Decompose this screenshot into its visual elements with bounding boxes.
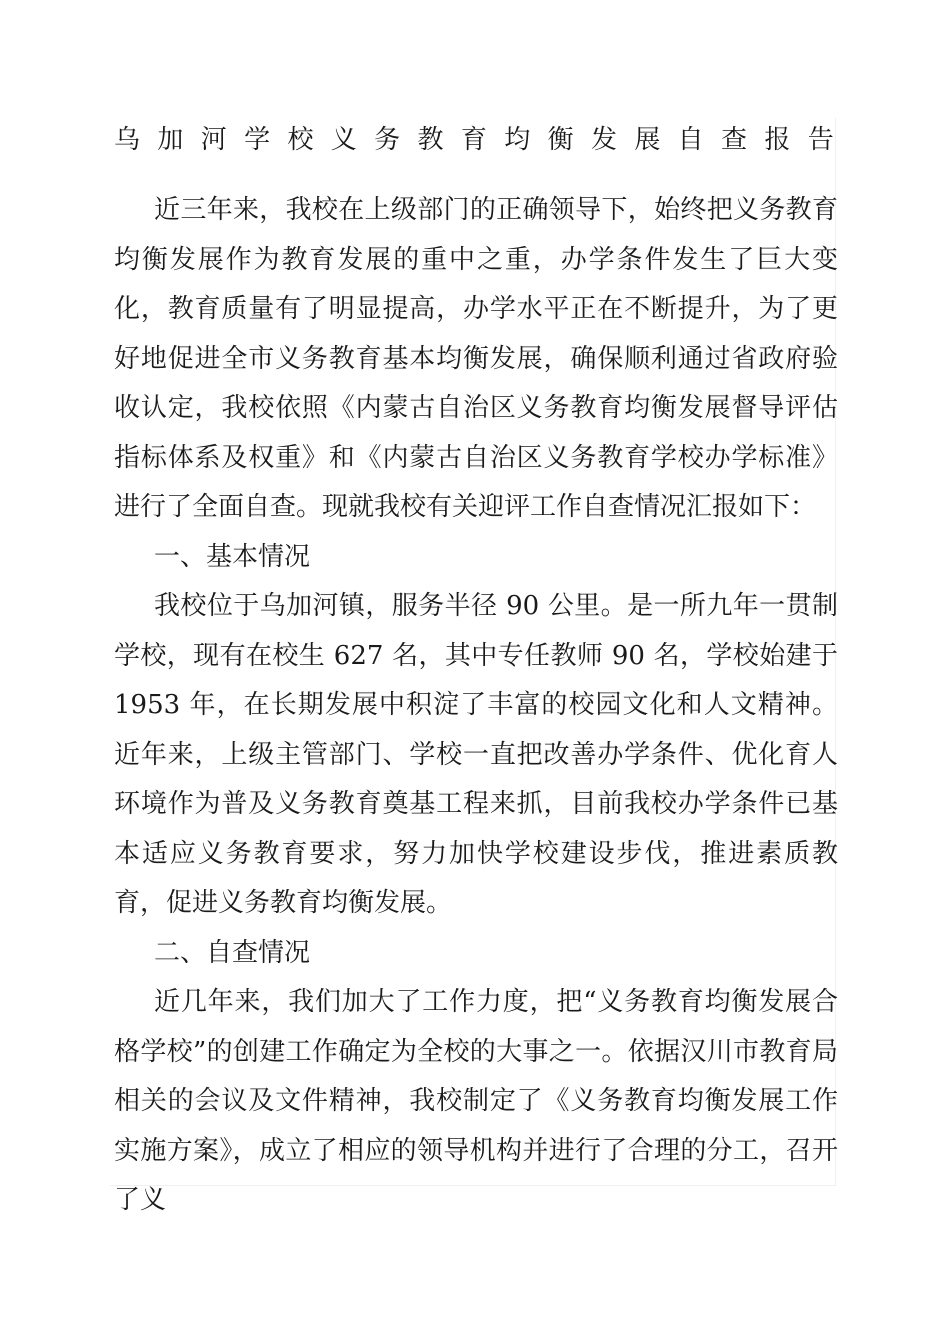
title-char: 乌	[114, 125, 141, 155]
title-char: 均	[504, 125, 531, 155]
title-char: 展	[634, 125, 661, 155]
title-char: 告	[807, 125, 834, 155]
title-char: 报	[764, 125, 791, 155]
title-char: 发	[590, 125, 617, 155]
intro-paragraph: 近三年来，我校在上级部门的正确领导下，始终把义务教育均衡发展作为教育发展的重中之重，办学条件发生了巨大变化，教育质量有了明显提高，办学水平正在不断提升，为了更好地促进全市义务教育基本均衡发展，确保顺利通过省政府验收认定，我校依照《内蒙古自治区义务教育均衡发展督导评估指标体系及权重》和《内蒙古自治区义务教育学校办学标准》进行了全面自查。现就我校有关迎评工作自查情况汇报如下：	[114, 195, 838, 522]
section-heading-self-check: 二、自查情况	[154, 937, 311, 968]
title-char: 教	[417, 125, 444, 155]
title-char: 加	[157, 125, 184, 155]
title-char: 义	[330, 125, 357, 155]
title-char: 学	[244, 125, 271, 155]
document-title	[114, 120, 834, 160]
section-heading-basic: 一、基本情况	[154, 541, 311, 572]
title-char: 自	[677, 125, 704, 155]
title-char: 河	[200, 125, 227, 155]
title-char: 校	[287, 125, 314, 155]
document-body	[114, 186, 838, 1226]
title-char: 查	[721, 125, 748, 155]
title-char: 衡	[547, 125, 574, 155]
self-check-paragraph: 近几年来，我们加大了工作力度，把“义务教育均衡发展合格学校”的创建工作确定为全校的大事之一。依据汉川市教育局相关的会议及文件精神，我校制定了《义务教育均衡发展工作实施方案》，成立了相应的领导机构并进行了合理的分工，召开了义	[114, 987, 838, 1215]
title-char: 务	[374, 125, 401, 155]
basic-info-paragraph: 我校位于乌加河镇，服务半径 90 公里。是一所九年一贯制学校，现有在校生 627 名，其中专任教师 90 名，学校始建于 1953 年，在长期发展中积淀了丰富的校园文化和人文精神。近年来，上级主管部门、学校一直把改善办学条件、优化育人环境作为普及义务教育奠基工程来抓，目前我校办学条件已基本适应义务教育要求，努力加快学校建设步伐，推进素质教育，促进义务教育均衡发展。	[114, 591, 838, 918]
title-char: 育	[460, 125, 487, 155]
